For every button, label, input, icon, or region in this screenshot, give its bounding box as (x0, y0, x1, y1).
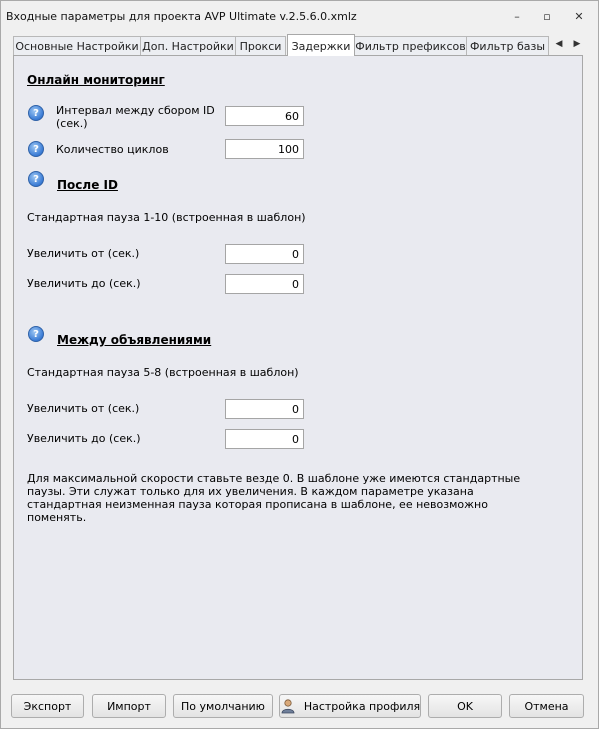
cycles-label: Количество циклов (56, 143, 169, 156)
after-id-from-label: Увеличить от (сек.) (27, 247, 140, 260)
tab-main-settings[interactable]: Основные Настройки (13, 36, 141, 56)
between-ads-from-input[interactable] (225, 399, 304, 419)
after-id-to-label: Увеличить до (сек.) (27, 277, 141, 290)
tab-strip (13, 34, 549, 56)
export-button[interactable]: Экспорт (11, 694, 84, 718)
between-ads-to-input[interactable] (225, 429, 304, 449)
tab-prefix-filter[interactable]: Фильтр префиксов (354, 36, 467, 56)
cancel-button[interactable]: Отмена (509, 694, 584, 718)
help-icon[interactable]: ? (28, 141, 44, 157)
tab-base-filter[interactable]: Фильтр базы (466, 36, 549, 56)
tab-scroll-left-icon[interactable]: ◀ (555, 39, 563, 49)
cycles-input[interactable] (225, 139, 304, 159)
profile-settings-button[interactable] (279, 694, 421, 718)
profile-settings-label: Настройка профиля (303, 699, 421, 713)
import-button[interactable]: Импорт (92, 694, 166, 718)
tab-scroll-right-icon[interactable]: ▶ (573, 39, 581, 49)
tab-extra-settings[interactable]: Доп. Настройки (140, 36, 236, 56)
minimize-button[interactable]: – (514, 9, 520, 23)
section-between-ads: Между объявлениями (57, 333, 212, 347)
section-after-id: После ID (57, 178, 118, 192)
after-id-to-input[interactable] (225, 274, 304, 294)
after-id-from-input[interactable] (225, 244, 304, 264)
user-icon (280, 698, 296, 714)
interval-label: Интервал между сбором ID (сек.) (56, 104, 215, 130)
window-title: Входные параметры для проекта AVP Ultimate v.2.5.6.0.xmlz (6, 10, 357, 23)
help-icon[interactable]: ? (28, 105, 44, 121)
help-icon[interactable]: ? (28, 171, 44, 187)
close-button[interactable]: ✕ (574, 9, 584, 23)
interval-input[interactable] (225, 106, 304, 126)
ok-button[interactable]: OK (428, 694, 502, 718)
between-ads-to-label: Увеличить до (сек.) (27, 432, 141, 445)
help-icon[interactable]: ? (28, 326, 44, 342)
between-ads-from-label: Увеличить от (сек.) (27, 402, 140, 415)
tab-delays[interactable]: Задержки (287, 34, 355, 56)
maximize-button[interactable]: ▫ (543, 9, 551, 23)
between-ads-description: Стандартная пауза 5-8 (встроенная в шаблон) (27, 366, 299, 379)
section-online-monitoring: Онлайн мониторинг (27, 73, 165, 87)
title-bar (1, 1, 598, 31)
default-button[interactable]: По умолчанию (173, 694, 273, 718)
info-note: Для максимальной скорости ставьте везде 0. В шаблоне уже имеются стандартные паузы. Эти служат только для их увеличения. В каждом параметре указана стандартная неизменная пауза которая прописана в шаблоне, ее невозможно поменять. (27, 472, 521, 524)
tab-proxy[interactable]: Прокси (235, 36, 286, 56)
after-id-description: Стандартная пауза 1-10 (встроенная в шаблон) (27, 211, 306, 224)
